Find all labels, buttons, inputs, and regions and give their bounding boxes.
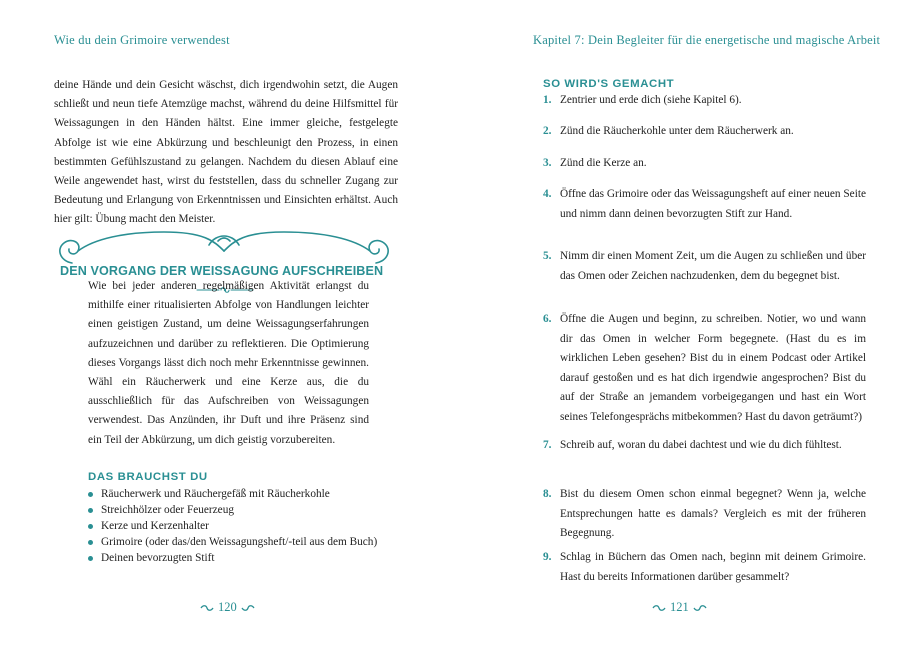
needs-list [88,486,377,566]
needs-title [88,471,208,483]
step-number: 6. [543,313,552,325]
folio-swirl-icon [693,604,707,612]
step-item [543,548,866,587]
running-head-right: Kapitel 7: Dein Begleiter für die energetische und magische Arbeit [533,33,881,47]
step-number: 4. [543,188,552,200]
step-text: Bist du diesem Omen schon einmal begegnet? Wenn ja, welche Entsprechungen hatte es damals? Vergleich es mit der früheren Begegnung. [560,488,866,540]
needs-item-text: Räucherwerk und Räuchergefäß mit Räucherkohle [101,488,330,500]
step-item [543,310,866,428]
step-number: 3. [543,157,552,169]
needs-item-text: Grimoire (oder das/den Weissagungsheft/-teil aus dem Buch) [101,536,378,549]
step-text: Zünd die Kerze an. [560,157,647,169]
needs-list-item [88,550,377,566]
section-paragraph: Wie bei jeder anderen regelmäßigen Aktivität erlangst du mithilfe einer ritualisierten Abfolge von Handlungen leichter einen geistigen Zustand, um deine Weissagungserfahrungen aufzuzeichnen und darüber zu reflektieren. Die Optimierung dieses Vorgangs lässt dich noch mehr Erkenntnisse gewinnen. Wähl ein Räucherwerk und eine Kerze aus, die du ausschließlich für das Aufschreiben von Weissagungen verwendest. Das Anzünden, ihr Duft und ihre Präsenz sind ein Teil der Abkürzung, um dich geistig vorzubereiten. [88,280,369,446]
needs-list-item [88,518,377,534]
step-number: 9. [543,551,552,563]
step-item [543,185,866,224]
step-text: Schreib auf, woran du dabei dachtest und wie du dich fühltest. [560,439,842,451]
step-item [543,122,866,142]
step-text: Schlag in Büchern das Omen nach, beginn mit deinem Grimoire. Hast du bereits Informationen darüber gesammelt? [560,551,866,583]
step-item [543,154,866,174]
page-number-left-text: 120 [218,600,237,614]
step-number: 8. [543,488,552,500]
needs-item-text: Streichhölzer oder Feuerzeug [101,504,234,517]
section-title: DEN VORGANG DER WEISSAGUNG AUFSCHREIBEN [60,264,384,278]
how-title-text: SO WIRD'S GEMACHT [543,78,675,90]
step-item [543,485,866,544]
step-number: 5. [543,250,552,262]
step-item [543,247,866,286]
step-text: Zünd die Räucherkohle unter dem Räucherwerk an. [560,125,794,137]
needs-item-text: Deinen bevorzugten Stift [101,552,215,565]
page-number-left [200,600,255,615]
page-number-right [652,600,707,615]
step-text: Nimm dir einen Moment Zeit, um die Augen zu schließen und über das Omen oder Zeichen nachzudenken, dem du begegnet bist. [560,250,866,282]
folio-swirl-icon [652,604,666,612]
step-text: Öffne die Augen und beginn, zu schreiben. Notier, wo und wann dir das Omen in welcher Form begegnete. (Hast du es im wirklichen Leben gesehen? Bist du in einem Podcast oder Artikel darauf gestoßen und es hat dich irgendwie angesprochen? Bist du auf der Straße an jemandem vorbeigegangen und hast ein Wort seines Telefongesprächs mitbekommen? Hast du davon geträumt?) [560,313,866,423]
bullet-icon [88,556,93,561]
needs-item-text: Kerze und Kerzenhalter [101,520,209,533]
running-head-left: Wie du dein Grimoire verwendest [54,33,230,47]
page-number-right-text: 121 [670,600,689,614]
step-number: 1. [543,94,552,106]
bullet-icon [88,524,93,529]
how-title [543,78,674,90]
step-item [543,91,866,111]
step-item [543,436,866,456]
step-number: 7. [543,439,552,451]
intro-paragraph: deine Hände und dein Gesicht wäschst, dich irgendwohin setzt, die Augen schließt und neun tiefe Atemzüge machst, während du deine Hilfsmittel für Weissagungen in den Händen hältst. Eine immer gleiche, festgelegte Abfolge ist wie eine Abkürzung und beschleunigt den Prozess, in einen bestimmten Gefühlszustand zu gelangen. Nachdem du diesen Ablauf eine Weile angewendet hast, wirst du feststellen, dass du schneller Zugang zur Bedeutung und Erlangung von Erkenntnissen und Einsichten erhältst. Auch hier gilt: Übung macht den Meister. [54,79,398,226]
bullet-icon [88,540,93,545]
bullet-icon [88,508,93,513]
step-text: Zentrier und erde dich (siehe Kapitel 6). [560,94,742,106]
step-number: 2. [543,125,552,137]
folio-swirl-icon [241,604,255,612]
needs-list-item [88,502,377,518]
step-text: Öffne das Grimoire oder das Weissagungsheft auf einer neuen Seite und nimm dann deinen bevorzugten Stift zur Hand. [560,188,866,220]
needs-title-text: DAS BRAUCHST DU [88,471,208,483]
needs-list-item [88,486,377,502]
folio-swirl-icon [200,604,214,612]
needs-list-item [88,534,377,550]
bullet-icon [88,492,93,497]
